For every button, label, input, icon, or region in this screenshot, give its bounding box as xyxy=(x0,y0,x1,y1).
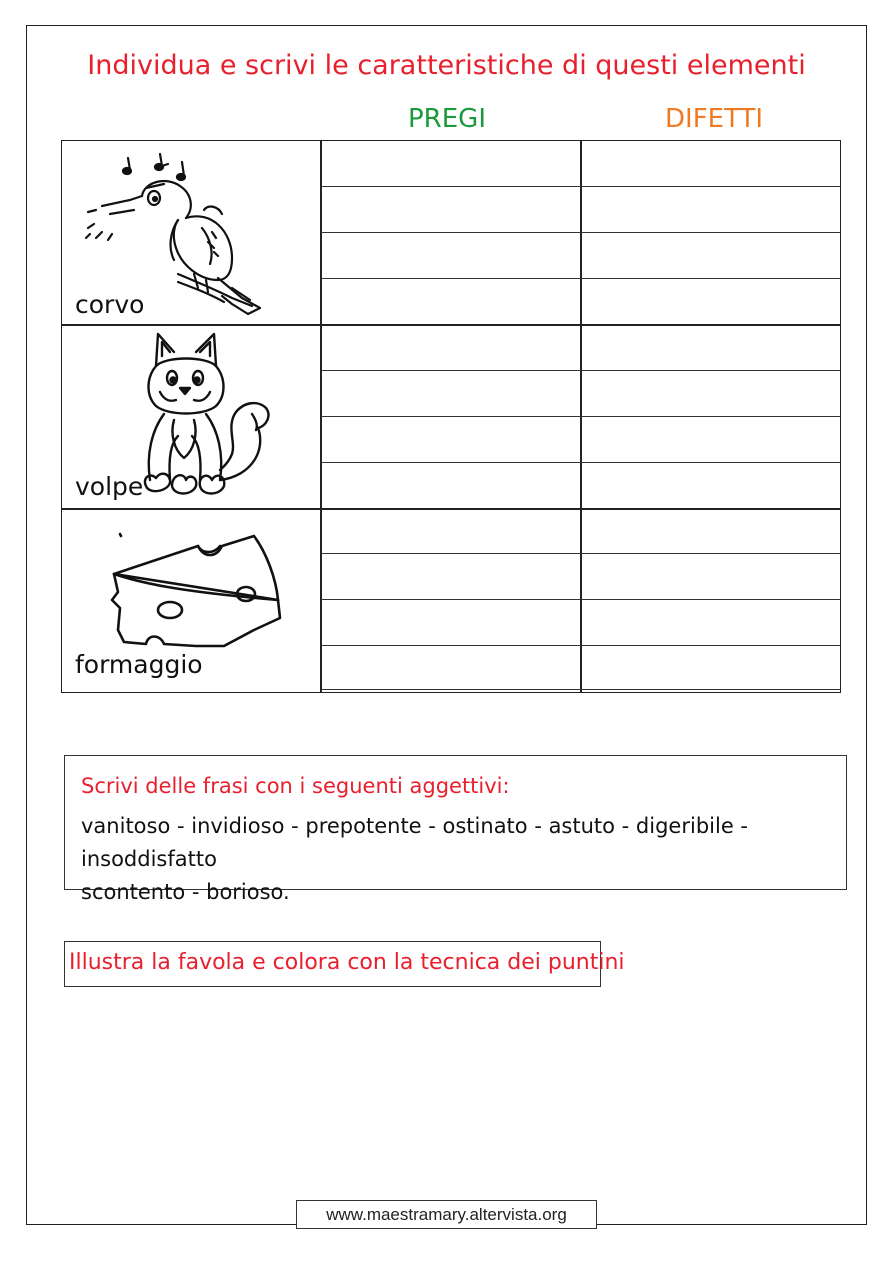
adjectives-exercise xyxy=(64,755,847,904)
page-title: Individua e scrivi le caratteristiche di questi elementi xyxy=(87,50,806,81)
row-separator xyxy=(61,324,841,326)
fox-icon xyxy=(140,330,280,502)
writing-line[interactable] xyxy=(321,370,840,371)
exercise-instruction: Scrivi delle frasi con i seguenti aggettivi: xyxy=(81,774,510,798)
row-label-formaggio: formaggio xyxy=(75,650,203,679)
illustrate-instruction: Illustra la favola e colora con la tecnica dei puntini xyxy=(69,950,625,975)
adjectives-list xyxy=(81,810,851,909)
writing-line[interactable] xyxy=(321,186,840,187)
writing-line[interactable] xyxy=(321,232,840,233)
illustrate-exercise xyxy=(64,941,625,987)
writing-line[interactable] xyxy=(321,416,840,417)
row-label-corvo: corvo xyxy=(75,290,145,319)
adjectives-line-1: vanitoso - invidioso - prepotente - ostinato - astuto - digeribile - insoddisfatto xyxy=(81,814,748,871)
adjectives-line-2: scontento - borioso. xyxy=(81,880,290,904)
writing-line[interactable] xyxy=(321,599,840,600)
writing-line[interactable] xyxy=(321,645,840,646)
writing-line[interactable] xyxy=(321,462,840,463)
footer-url[interactable]: www.maestramary.altervista.org xyxy=(296,1200,597,1229)
writing-line[interactable] xyxy=(321,278,840,279)
row-separator xyxy=(61,508,841,510)
writing-line[interactable] xyxy=(321,553,840,554)
drawing-area[interactable] xyxy=(64,1000,844,1190)
row-label-volpe: volpe xyxy=(75,472,144,501)
column-header-pregi: PREGI xyxy=(408,104,486,134)
column-header-difetti: DIFETTI xyxy=(665,104,764,134)
writing-line xyxy=(321,689,840,690)
cheese-icon xyxy=(104,530,284,655)
crow-icon xyxy=(82,148,272,323)
